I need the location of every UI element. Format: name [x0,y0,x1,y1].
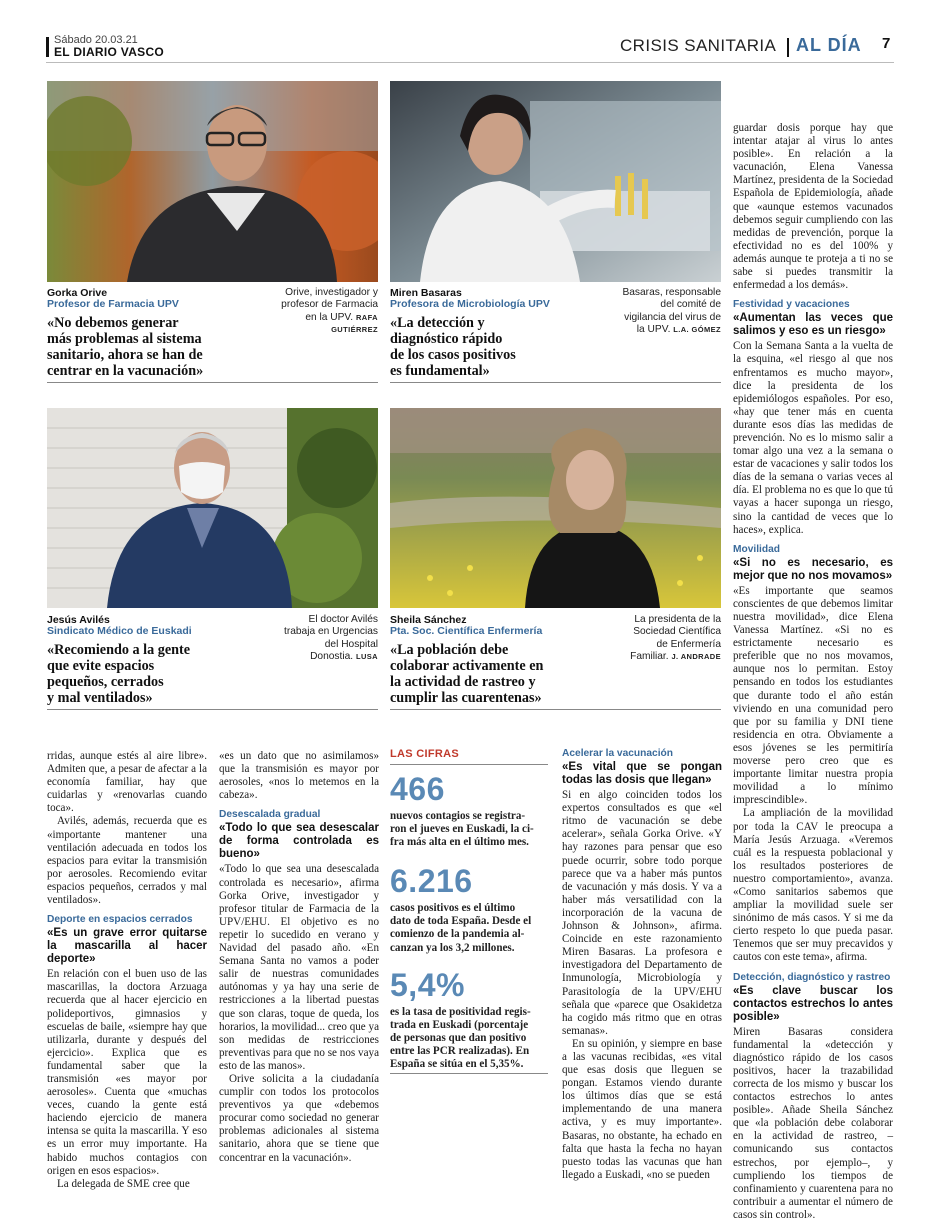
profile-role: Sindicato Médico de Euskadi [47,625,192,637]
profile-quote: «Recomiendo a la gente que evite espacios pequeños, cerrados y mal ventilados» [47,642,191,706]
article-column-1 [47,750,207,1191]
paragraph: La delegada de SME cree que [57,1177,190,1190]
article-column-5 [733,122,893,1222]
divider [390,709,721,710]
page-number: 7 [882,35,891,52]
subsection-heading: «Todo lo que sea desescalar de forma controlada es bueno» [219,822,379,861]
paragraph: Si en algo coinciden todos los expertos consultados es que «el ritmo de vacunación se debe acelerar», señala Gorka Orive. «Y hay razones para pensar que eso puede ocurrir, sobre todo porque parece que va a haber más puntos de vacunación y más dosis. Y va a haber más versatilidad con la incorporación de la vacuna de Johnson & Johnson», afirma. Coincide en este razonamiento Miren Basaras. La profesora e investigadora del Departamento de Inmunología, Microbiología y Parasitología de la UPV/EHU señala que «parece que Osakidetza ha cogido más ritmo que en otras semanas». [562,789,722,1037]
paragraph: Miren Basaras considera fundamental la «detección y diagnóstico rápido de los casos positivos, hacer la trazabilidad correcta de los mismo y buscar los contactos estrechos lo antes posible». Añade Sheila Sánchez que «la población debe colaborar en la actividad de rastreo, –comunicando sus contactos estrechos, por ejemplo–, y cumpliendo los tiempos de confinamiento y cuarentena para no contribuir a aumentar el número de casos sin control». [733,1025,893,1221]
photo-gorka-orive [47,81,378,282]
photo-jesus-aviles [47,408,378,608]
stat-description: nuevos contagios se registra- ron el jueves en Euskadi, la ci- fra más alta en el último mes. [390,810,534,849]
subsection-kicker: Desescalada gradual [219,809,321,821]
paragraph: rridas, aunque estés al aire libre». Admiten que, a pesar de afectar a la economía familiar, hay que cuidarlas y «renovarlas cuando toca». [47,750,207,815]
profile-role: Profesor de Farmacia UPV [47,298,179,310]
subsection-heading: «Aumentan las veces que salimos y eso es un riesgo» [733,312,893,338]
subsection-heading: «Si no es necesario, es mejor que no nos movamos» [733,556,893,582]
profile-name: Jesús Avilés [47,614,110,626]
subsection-heading: «Es clave buscar los contactos estrechos lo antes posible» [733,984,893,1023]
stat-description: es la tasa de positividad regis- trada en Euskadi (porcentaje de personas que dan positivo entre las PCR realizadas). En España se sitúa en el 5,35%. [390,1005,531,1071]
profile-name: Miren Basaras [390,287,462,299]
issue-date: Sábado 20.03.21 [54,34,138,46]
paragraph: «es un dato que no asimilamos» que la transmisión es mayor por aerosoles, «nos lo metemos en la cabeza». [219,750,379,802]
article-column-4 [562,745,722,1182]
paragraph: Orive solicita a la ciudadanía cumplir con todos los protocolos preventivos ya que «debemos procurar como sociedad no generar problemas adicionales al sistema sanitario, ahora que se tiene que concentrar en la vacunación». [219,1072,379,1164]
divider [390,382,721,383]
stats-box [390,740,548,1176]
section-divider [787,38,789,57]
subsection-kicker: Movilidad [733,543,780,555]
photo-credit: RAFA [355,312,378,322]
profile-quote: «La detección y diagnóstico rápido de los casos positivos es fundamental» [390,315,516,379]
paragraph: La ampliación de la movilidad por toda la CAV le preocupa a María Jesús Arzuaga. «Veremos cuál es la respuesta poblacional y los resultados posteriores de nuestro comportamiento», avanza. «Como sanitarios sabemos que ampliar la movilidad suele ser sinónimo de más casos. Y si me da cierto respeto lo que pueda pasar. Tenemos que ser muy precavidos y cautos con este tema», afirma. [733,807,893,964]
photo-credit: LUSA [355,652,378,662]
subsection-heading: «Es un grave error quitarse la mascarilla al hacer deporte» [47,927,207,966]
article-column-2 [219,750,379,1165]
photo-caption: Basaras, responsable del comité de vigilancia del virus de la UPV. L.A. GÓMEZ [622,287,721,336]
divider [47,709,378,710]
photo-credit: L.A. GÓMEZ [673,325,721,335]
photo-miren-basaras [390,81,721,282]
subsection-kicker: Deporte en espacios cerrados [47,914,193,926]
photo-credit: GUTIÉRREZ [331,325,378,335]
paragraph: guardar dosis porque hay que intentar atajar al virus lo antes posible». En relación a la vacunación, Elena Vanessa Martínez, presidenta de la Sociedad Española de Epidemiología, añade que «aunque estemos vacunados debemos seguir cumpliendo con las medidas de prevención, porque la efectividad no es del 100% y además aunque te proteja a ti no se sabe si puedes transmitir la enfermedad a los demás». [733,122,893,292]
stat-value: 466 [390,771,445,807]
profile-name: Gorka Orive [47,287,108,299]
header-rule [46,37,49,57]
profile-quote: «No debemos generar más problemas al sistema sanitario, ahora se han de centrar en la vacunación» [47,315,204,379]
profile-role: Pta. Soc. Científica Enfermería [390,625,543,637]
divider [47,382,378,383]
stat-value: 6.216 [390,863,473,900]
stat-value: 5,4% [390,966,465,1003]
photo-caption: Orive, investigador y profesor de Farmacia en la UPV. RAFA GUTIÉRREZ [258,287,378,337]
stats-title: LAS CIFRAS [390,748,459,760]
photo-caption: El doctor Avilés trabaja en Urgencias del Hospital Donostia. LUSA [283,614,378,663]
paragraph: «Todo lo que sea una desescalada controlada es necesario», afirma Gorka Orive, investigador y profesor titular de Farmacia de la UPV/EHU. El objetivo es no repetir lo sucedido en verano y Navidad del pasado año. «En Semana Santa no vamos a poder salir de nuestras comunidades autónomas y ya hay una serie de restricciones a la libertad puestas que son claras, toque de queda, los horarios, la movilidad... creo que ya son medidas de restricciones preventivas para que no se nos vaya esto de las manos». [219,863,379,1072]
subsection-kicker: Festividad y vacaciones [733,299,850,311]
subsection-kicker: Detección, diagnóstico y rastreo [733,971,891,983]
paragraph: Avilés, además, recuerda que es «importante mantener una ventilación adecuada en todos los espacios para evitar la transmisión por aerosoles. Recomiendo evitar espacios pequeños, cerrados y mal ventilados». [47,815,207,907]
section-tag: AL DÍA [796,35,862,55]
photo-credit: J. ANDRADE [671,652,721,662]
subsection-kicker: Acelerar la vacunación [562,748,673,759]
stat-description: casos positivos es el último dato de toda España. Desde el comienzo de la pandemia al- canzan ya los 3,2 millones. [390,902,532,954]
profile-name: Sheila Sánchez [390,614,467,626]
newspaper-name: EL DIARIO VASCO [54,45,165,59]
paragraph: «Es importante que seamos conscientes de que debemos limitar nuestra movilidad», dice Elena Vanessa Martínez. «Si no es estrictamente necesario es preferible que no nos movamos, aunque nos lo permitan. Estoy pensando en todos los estudiantes que durante todo el año están viviendo en una comunidad pero que por su familia y DNI tiene residencia en otra. Obviamente a esos jóvenes se les permitiría moverse pero creo que es importante limitar nuestra propia movilidad a lo mínimo imprescindible». [733,584,893,807]
paragraph: Con la Semana Santa a la vuelta de la esquina, «el riesgo al que nos enfrentamos es mucho mayor», dice la presidenta de los epidemiólogos españoles. Por eso, «hay que tener más en cuenta durante esos días las medidas de prevención. No es lo mismo salir a tomar algo una vez a la semana o estar de vacaciones y salir todos los días de la semana o varias veces al día. El problema no es que lo que tú vayas a hacer suponga un riesgo, sino la cantidad de veces que lo haces», explica. [733,340,893,536]
profile-role: Profesora de Microbiología UPV [390,298,550,310]
paragraph: En su opinión, y siempre en base a las vacunas recibidas, «es vital que esas dosis que lleguen se pongan. Estamos viendo durante los últimos días que se está implementando de una manera activa, y es muy importante». Basaras, no obstante, ha echado en falta que hasta la fecha no hayan puesto todas las vacunas que han llegado a Euskadi, «no se pueden [562,1037,722,1181]
paragraph: En relación con el buen uso de las mascarillas, la doctora Arzuaga recuerda que al hacer ejercicio en polideportivos, gimnasios y escuelas de baile, «siempre hay que utilizarla, durante y después del ejercicio». Explica que es fundamental saber que la transmisión «es mayor por aerosoles». Cuenta que «muchas veces, cuando la gente está haciendo ejercicio de manera intensa se quita la mascarilla. Y eso es un error muy importante. Ha habido muchos contagios con origen en esos espacios». [47,968,207,1177]
header-line [46,62,894,63]
photo-caption: La presidenta de la Sociedad Científica de Enfermería Familiar. J. ANDRADE [630,614,721,663]
subsection-heading: «Es vital que se pongan todas las dosis que llegan» [562,761,722,787]
profile-quote: «La población debe colaborar activamente en la actividad de rastreo y cumplir las cuarentenas» [390,642,544,706]
photo-sheila-sanchez [390,408,721,608]
section-title: CRISIS SANITARIA [620,36,777,55]
